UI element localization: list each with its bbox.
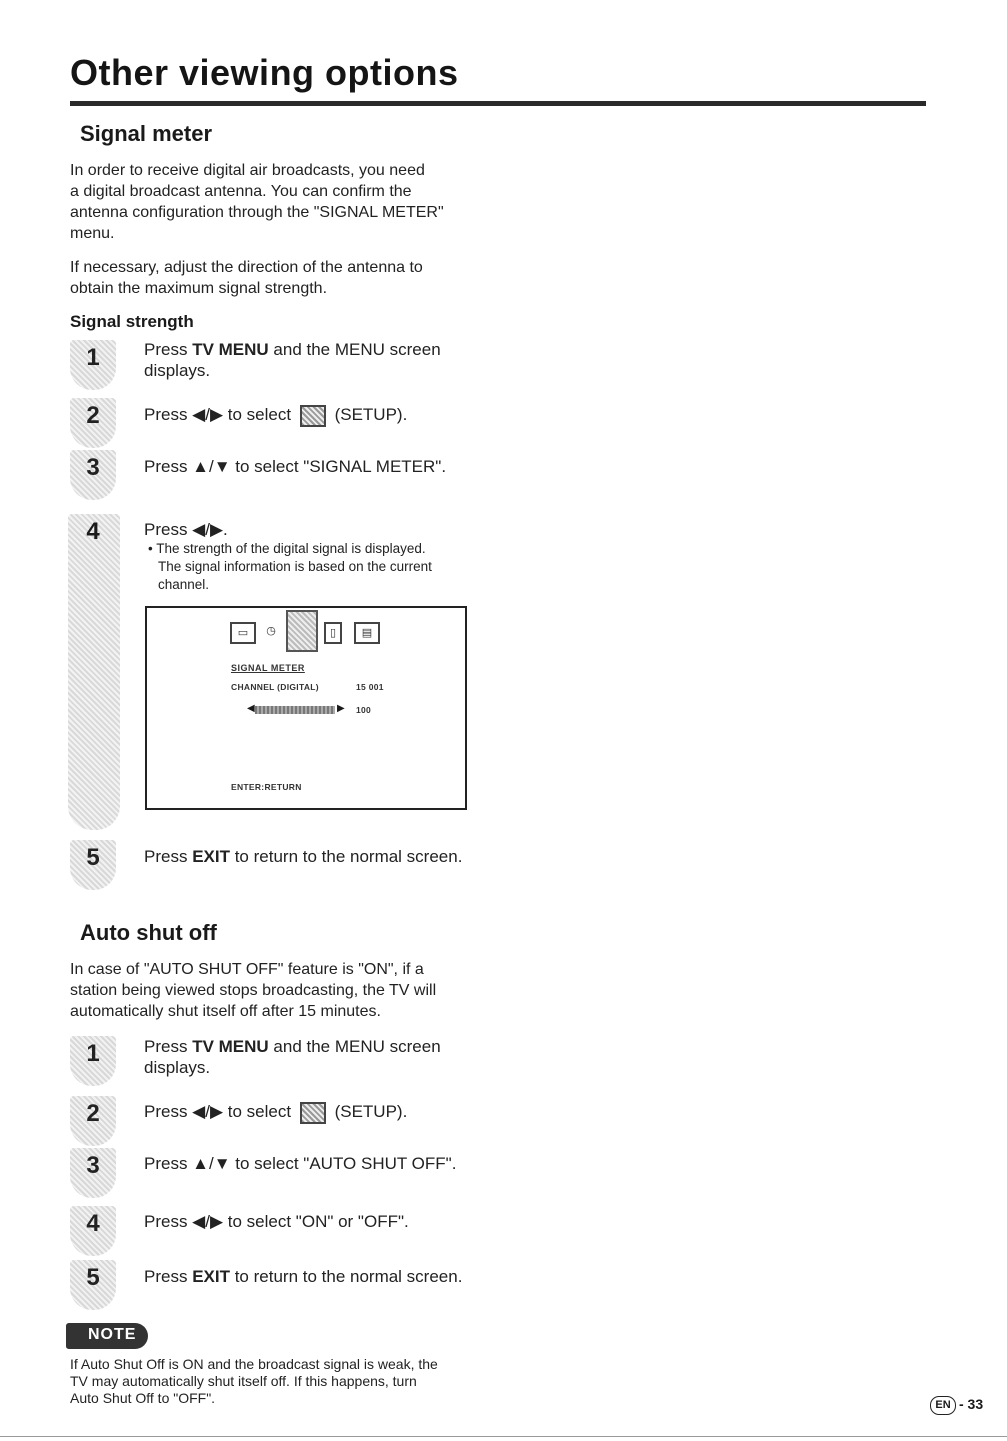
screen-menu-title: SIGNAL METER: [231, 663, 305, 673]
intro-line: automatically shut itself off after 15 minutes.: [70, 1003, 381, 1020]
signal-strength-subhead: Signal strength: [70, 312, 194, 331]
language-badge: EN: [930, 1396, 956, 1415]
aso-step-1-badge: 1: [70, 1036, 116, 1086]
step-1-text: Press TV MENU and the MENU screen displays.: [144, 340, 441, 380]
aso-step-3-badge: 3: [70, 1148, 116, 1198]
aso-step-4-badge: 4: [70, 1206, 116, 1256]
step-4-badge: [68, 514, 120, 830]
aso-step-3-text: Press ▲/▼ to select "AUTO SHUT OFF".: [144, 1154, 457, 1173]
page-number: [930, 1396, 983, 1415]
screen-level-value: 100: [356, 705, 372, 715]
step-3-text: Press ▲/▼ to select "SIGNAL METER".: [144, 457, 447, 476]
step-4-bullet: • The strength of the digital signal is displayed. The signal information is based on the current channel.: [148, 541, 432, 592]
title-rule: [70, 101, 926, 106]
step-1-badge: 1: [70, 340, 116, 390]
note-line: TV may automatically shut itself off. If this happens, turn: [70, 1373, 417, 1389]
signal-meter-heading: Signal meter: [80, 121, 213, 146]
aso-step-5-badge: 5: [70, 1260, 116, 1310]
step-4-number: 4: [86, 518, 100, 545]
page-number-value: - 33: [959, 1396, 984, 1413]
intro-line: menu.: [70, 225, 115, 242]
note-line: Auto Shut Off to "OFF".: [70, 1390, 216, 1406]
bottom-rule: [0, 1436, 1007, 1437]
signal-strength-bar: [255, 706, 335, 714]
intro-line: In case of "AUTO SHUT OFF" feature is "ON", if a: [70, 961, 424, 978]
step-2-text: Press ◀/▶ to select (SETUP).: [144, 404, 407, 427]
bar-right-arrow-icon: ▶: [337, 703, 345, 714]
setup-icon: [300, 405, 326, 427]
adjust-line: If necessary, adjust the direction of the antenna to: [70, 259, 423, 276]
adjust-line: obtain the maximum signal strength.: [70, 280, 328, 297]
setup-icon: [286, 610, 318, 652]
note-line: If Auto Shut Off is ON and the broadcast signal is weak, the: [70, 1356, 438, 1372]
screen-footer: ENTER:RETURN: [231, 782, 302, 792]
step-5-badge: 5: [70, 840, 116, 890]
step-2-badge: 2: [70, 398, 116, 448]
aso-step-1-text: Press TV MENU and the MENU screen displays.: [144, 1037, 441, 1077]
cc-icon: ▤: [354, 622, 380, 644]
step-5-text: Press EXIT to return to the normal screen.: [144, 847, 463, 866]
intro-line: In order to receive digital air broadcasts, you need: [70, 162, 425, 179]
picture-icon: ▭: [230, 622, 256, 644]
auto-shut-off-heading: Auto shut off: [80, 920, 217, 945]
bar-left-arrow-icon: ◀: [247, 703, 255, 714]
signal-meter-intro: [70, 160, 490, 244]
setup-icon: [300, 1102, 326, 1124]
intro-line: antenna configuration through the "SIGNAL METER": [70, 204, 444, 221]
note-label: NOTE: [88, 1326, 137, 1343]
aso-step-5-text: Press EXIT to return to the normal screen.: [144, 1267, 463, 1286]
intro-line: station being viewed stops broadcasting, the TV will: [70, 982, 437, 999]
auto-shut-off-intro: [70, 959, 490, 1022]
signal-meter-adjust: [70, 257, 490, 299]
note-text: [70, 1356, 490, 1407]
lock-icon: ▯: [324, 622, 342, 644]
page-title: Other viewing options: [70, 52, 459, 93]
screen-channel-label: CHANNEL (DIGITAL): [231, 682, 319, 692]
intro-line: a digital broadcast antenna. You can confirm the: [70, 183, 412, 200]
note-badge: [66, 1323, 148, 1349]
aso-step-2-text: Press ◀/▶ to select (SETUP).: [144, 1101, 407, 1124]
step-3-badge: 3: [70, 450, 116, 500]
aso-step-4-text: Press ◀/▶ to select "ON" or "OFF".: [144, 1212, 409, 1231]
timer-icon: ◷: [266, 625, 276, 637]
step-4-text: Press ◀/▶.: [144, 520, 228, 539]
aso-step-2-badge: 2: [70, 1096, 116, 1146]
screen-channel-value: 15 001: [356, 682, 384, 692]
